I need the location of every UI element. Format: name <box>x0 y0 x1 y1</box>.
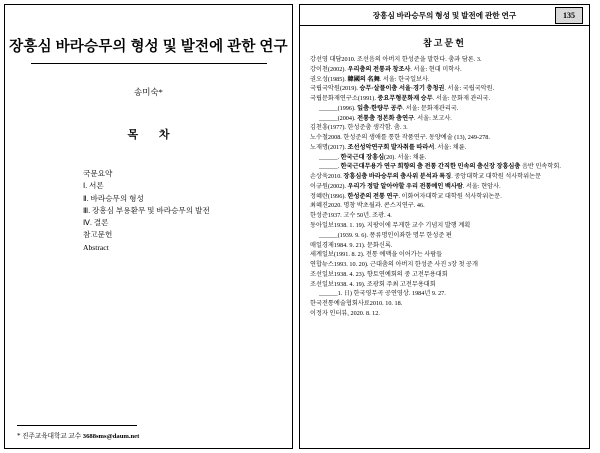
reference-item: 국립국악원(2019). 승무·살풀이춤 서울·경기 충청권. 서울: 국립국악원. <box>310 85 495 93</box>
title-divider <box>31 63 267 64</box>
reference-item: ______1. 日) 한국영무곡 공연영상. 1984년 9. 27. <box>319 290 446 298</box>
reference-item: 최혜진2020. 명창 박초월과. 콘스지연구. 46. <box>310 202 425 210</box>
footnote-divider <box>17 425 137 426</box>
running-title: 장흥심 바라승무의 형성 및 발전에 관한 연구 <box>372 10 517 20</box>
toc-heading: 목 차 <box>127 129 179 141</box>
title-block <box>5 35 292 64</box>
reference-item: ______. 한국근대무용가 연구 희향의 춤 전통 간직한 민속의 춤신장 장흥심춤 음반 민속학회. <box>319 163 561 171</box>
list-item: Ⅳ. 결론 <box>83 218 109 228</box>
reference-item: 국립문화재연구소(1991). 중요무형문화재 승무. 서울: 문화재 관리국. <box>310 95 491 103</box>
references-list <box>300 55 589 318</box>
list-item: Ⅱ. 바라승무의 형성 <box>83 193 144 203</box>
reference-item: 연합뉴스1993. 10. 20). 근대춤의 아버지 한성준 사진 3장 첫 공개 <box>310 261 479 269</box>
reference-item: 노수철2008. 한성준의 생애를 통한 작품연구. 동양예술 (13), 249-278. <box>310 134 490 142</box>
list-item: 참고문헌 <box>83 230 113 240</box>
reference-item: 동아일보1938. 1. 19). 지팡이에 무게한 교수 기념지 발행 계획 <box>310 222 471 230</box>
author-name: 송미숙* <box>134 87 163 97</box>
footnote-email: 3688sms@daum.net <box>82 433 140 440</box>
reference-item: 손상욱2010. 장흥심춤 바라승무의 춤사위 분석과 특징. 중앙대학교 대학원 석사학위논문 <box>310 173 542 181</box>
reference-item: 노재명(2017). 조선성악연구회 발자취를 따라서. 서울: 채륜. <box>310 143 467 151</box>
reference-item: ______. 한국근대 장흥심(20). 서울: 채륜. <box>319 153 427 161</box>
reference-item: 한성준1937. 고수 50년. 조광. 4. <box>310 212 392 220</box>
references-heading: 참고문헌 <box>423 38 466 48</box>
running-head <box>300 5 589 26</box>
reference-item: 강이천(2002). 우리춤의 전통과 창조사. 서울: 현대 미학사. <box>310 65 462 73</box>
reference-item: ______(1996). 잎춤·한량무 공주. 서울: 문화재관리국. <box>319 104 459 112</box>
footnote-marker: * <box>17 432 21 440</box>
reference-item: 강선영 대담2010. 조선음의 아버지 한성준을 말한다. 춤과 담론. 3. <box>310 56 482 63</box>
list-item: 국문요약 <box>83 169 113 178</box>
reference-item: 권오성(1985). 韓國의 名舞. 서울: 한국일보사. <box>310 75 430 83</box>
reference-item: 이규원(2002). 우리가 정말 알아야할 우리 전통예인 백사람. 서울: 현암사. <box>310 182 501 190</box>
reference-item: 한국전통예술협회사료2010. 10. 18. <box>310 300 403 308</box>
page-number: 135 <box>555 7 583 24</box>
reference-item: 조선일보1938. 4. 23). 향토연예회의 중 고전무용대회 <box>310 270 448 278</box>
reference-item: 정혜란(1996). 한성준의 전통 연구. 이화여자대학교 대학원 석사학위논문. <box>310 192 502 200</box>
page-right <box>299 4 590 449</box>
reference-item: 세계일보(1991. 8. 2). 전통 예맥을 이어가는 사람들 <box>310 251 443 259</box>
list-item: Ⅲ. 장흥심 부용환무 및 바라승무의 발전 <box>83 205 210 215</box>
list-item: Ⅰ. 서론 <box>83 181 104 191</box>
page-title: 장흥심 바라승무의 형성 및 발전에 관한 연구 <box>9 39 288 55</box>
page-left <box>4 4 293 449</box>
footnote <box>17 430 139 440</box>
toc-list <box>83 168 292 254</box>
reference-item: 김천흥(1977). 한성준춤 생각함. 춤. 3. <box>310 124 408 132</box>
footnote-affiliation: 진주교육대학교 교수 <box>22 433 82 440</box>
reference-item: 매일경제1984. 9. 21). 문화신록. <box>310 241 393 249</box>
list-item: Abstract <box>83 242 109 252</box>
reference-item: ______(2004). 전통춤 정본화 춤연구. 서울: 보고사. <box>319 114 452 122</box>
reference-item: 조선일보1938. 4. 19). 조광회 주최 고전무용대회 <box>310 280 436 288</box>
reference-item: 이정자 인터뷰, 2020. 8. 12. <box>310 309 380 317</box>
reference-item: ______(1939. 9. 6). 퐁류명인이좌한 명무 한성준 편 <box>319 231 452 239</box>
